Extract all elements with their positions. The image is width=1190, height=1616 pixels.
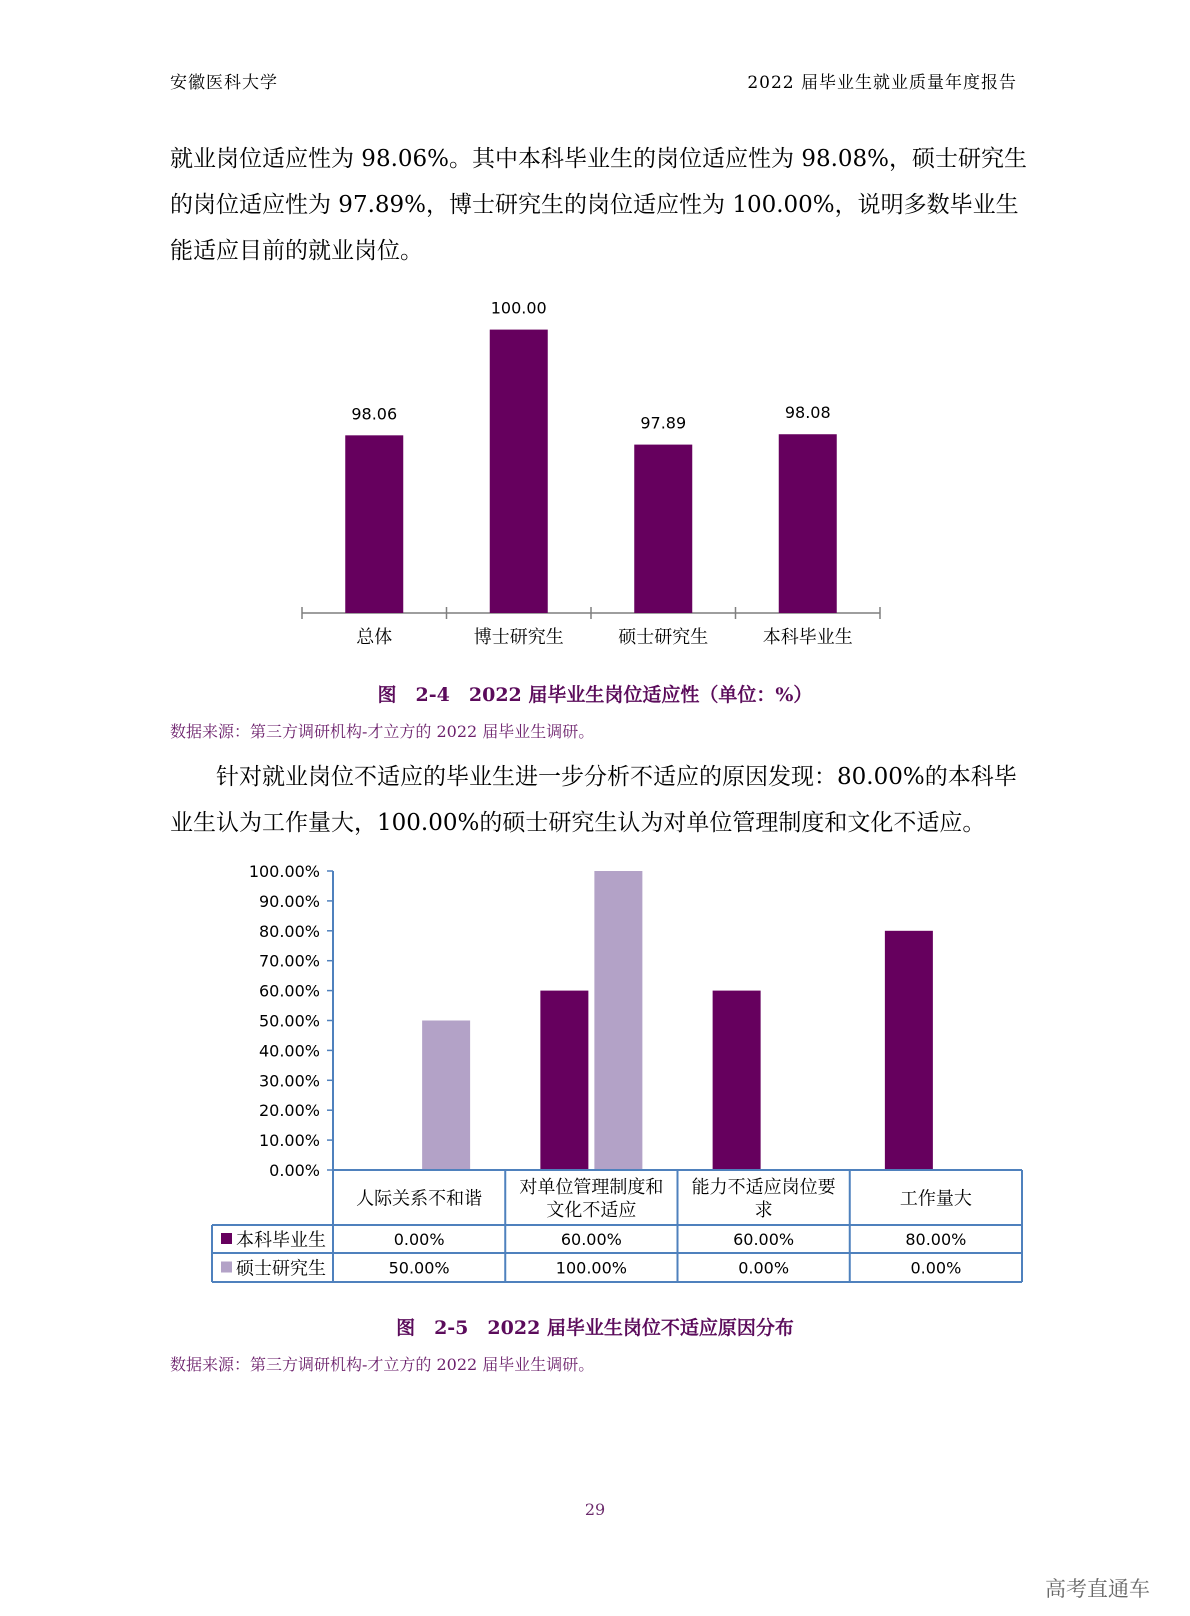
legend-label: 硕士研究生 — [236, 1258, 326, 1280]
table-value: 60.00% — [733, 1230, 795, 1249]
y-tick-label: 60.00% — [258, 981, 320, 1001]
chart-job-adaptability — [0, 290, 1190, 670]
paragraph-maladaptation-reasons: 针对就业岗位不适应的毕业生进一步分析不适应的原因发现：80.00%的本科毕业生认为工作量大，100.00%的硕士研究生认为对单位管理制度和文化不适应。 — [170, 764, 1017, 836]
y-tick-label: 10.00% — [258, 1131, 320, 1151]
table-value: 100.00% — [555, 1258, 627, 1278]
bar-本科毕业生-1 — [540, 991, 588, 1170]
table-value: 0.00% — [910, 1258, 962, 1278]
bar-硕士研究生-0 — [422, 1021, 470, 1171]
x-tick-label: 硕士研究生 — [618, 627, 709, 648]
bar-本科毕业生-2 — [713, 991, 761, 1170]
header-report-title: 2022 届毕业生就业质量年度报告 — [747, 73, 1017, 93]
paragraph-adaptability: 就业岗位适应性为 98.06%。其中本科毕业生的岗位适应性为 98.08%，硕士研究生的岗位适应性为 97.89%，博士研究生的岗位适应性为 100.00%，说明多数毕业生能适应目前的就业岗位。 — [170, 146, 1028, 264]
data-label: 98.08 — [784, 403, 831, 423]
y-tick-label: 0.00% — [269, 1161, 320, 1180]
y-tick-label: 100.00% — [248, 862, 320, 881]
y-tick-label: 90.00% — [258, 891, 320, 911]
data-label: 98.06 — [351, 404, 398, 424]
y-tick-label: 50.00% — [258, 1011, 320, 1031]
bar-硕士研究生-1 — [594, 871, 642, 1170]
figure-2-5-caption: 图 2-5 2022 届毕业生岗位不适应原因分布 — [396, 1317, 794, 1339]
data-label: 97.89 — [640, 413, 687, 433]
table-value: 50.00% — [388, 1258, 450, 1278]
category-label: 对单位管理制度和 — [519, 1177, 664, 1198]
category-label: 求 — [754, 1200, 773, 1221]
y-tick-label: 30.00% — [258, 1071, 320, 1091]
bar-硕士研究生 — [634, 445, 692, 613]
category-label: 工作量大 — [899, 1188, 972, 1210]
category-label: 文化不适应 — [546, 1200, 637, 1221]
table-value: 0.00% — [393, 1230, 445, 1249]
bar-本科毕业生-3 — [885, 931, 933, 1170]
figure-2-4-caption: 图 2-4 2022 届毕业生岗位适应性（单位：%） — [377, 684, 813, 706]
bar-总体 — [345, 435, 403, 613]
header-institution: 安徽医科大学 — [170, 73, 278, 93]
y-tick-label: 20.00% — [258, 1101, 320, 1121]
figure-2-5-source: 数据来源：第三方调研机构-才立方的 2022 届毕业生调研。 — [170, 1355, 595, 1374]
legend-key-硕士研究生 — [221, 1262, 232, 1273]
page-number: 29 — [584, 1500, 606, 1519]
table-value: 0.00% — [738, 1258, 790, 1278]
x-tick-label: 本科毕业生 — [762, 627, 853, 648]
bar-博士研究生 — [490, 330, 548, 613]
x-tick-label: 博士研究生 — [473, 627, 564, 648]
category-label: 人际关系不和谐 — [356, 1188, 483, 1210]
category-label: 能力不适应岗位要 — [691, 1177, 836, 1198]
legend-key-本科毕业生 — [221, 1233, 232, 1244]
watermark: 高考直通车 — [1045, 1577, 1150, 1601]
y-tick-label: 40.00% — [258, 1041, 320, 1061]
bar-本科毕业生 — [779, 434, 837, 613]
y-tick-label: 70.00% — [258, 951, 320, 971]
legend-label: 本科毕业生 — [236, 1230, 326, 1251]
y-tick-label: 80.00% — [258, 921, 320, 941]
data-label: 100.00 — [490, 298, 547, 318]
table-value: 60.00% — [560, 1230, 622, 1249]
chart-maladaptation-reasons — [0, 855, 1190, 1295]
table-value: 80.00% — [905, 1230, 967, 1249]
figure-2-4-source: 数据来源：第三方调研机构-才立方的 2022 届毕业生调研。 — [170, 722, 595, 741]
x-tick-label: 总体 — [356, 627, 393, 648]
